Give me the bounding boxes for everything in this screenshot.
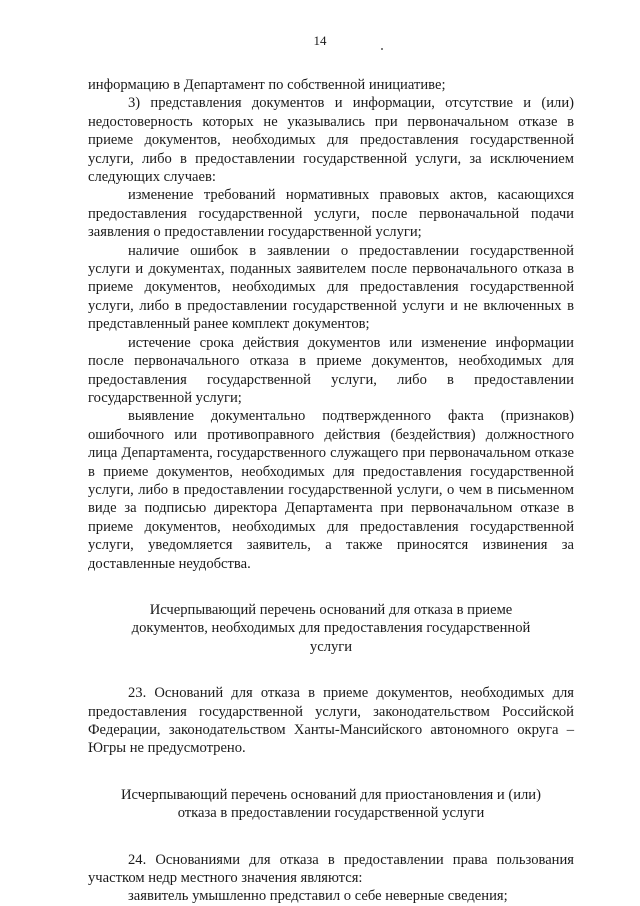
paragraph-item-3: 3) представления документов и информации, отсутствие и (или) недостоверность которых не указывались при первоначальном отказе в приеме документов, необходимых для предоставления государственной услуги, либо в предоставлении государственной услуги, за исключением следующих случаев:: [88, 95, 574, 186]
paragraph-23: 23. Оснований для отказа в приеме документов, необходимых для предоставления государственной услуги, законодательством Российской Федерации, законодательством Ханты-Мансийского автономного округа – Югры не предусмотрено.: [88, 685, 574, 757]
document-body: [88, 76, 574, 906]
paragraph-case-errors: наличие ошибок в заявлении о предоставлении государственной услуги и документах, поданных заявителем после первоначального отказа в приеме документов, необходимых для предоставления государственной услуги, либо в предоставлении государственной услуги и не включенных в представленный ранее комплект документов;: [88, 242, 574, 333]
paragraph-case-requirements-change: изменение требований нормативных правовых актов, касающихся предоставления государственной услуги, после первоначальной подачи заявления о предоставлении государственной услуги;: [88, 187, 574, 241]
paragraph-case-wrongful-action: выявление документально подтвержденного факта (признаков) ошибочного или противоправного действия (бездействия) должностного лица Департамента, государственного служащего при первоначальном отказе в приеме документов, необходимых для предоставления государственной услуги, либо в предоставлении государственной услуги, о чем в письменном виде за подписью директора Департамента при первоначальном отказе в приеме документов, необходимых для предоставления государственной услуги, уведомляется заявитель, а также приносятся извинения за доставленные неудобства.: [88, 408, 574, 572]
paragraph-case-expiry: истечение срока действия документов или изменение информации после первоначального отказа в приеме документов, необходимых для предоставления государственной услуги, либо в предоставлении государственной услуги;: [88, 334, 574, 406]
paragraph-continuation: информацию в Департамент по собственной инициативе;: [88, 77, 446, 93]
section-heading-refusal-of-documents: Исчерпывающий перечень оснований для отказа в приеме документов, необходимых для предоставления государственной услуги: [131, 601, 531, 655]
page-number: 14: [313, 33, 327, 48]
section-heading-suspension-refusal: Исчерпывающий перечень оснований для приостановления и (или) отказа в предоставлении государственной услуги: [121, 786, 541, 822]
paragraph-24-item-1: заявитель умышленно представил о себе неверные сведения;: [128, 888, 508, 905]
paragraph-24: 24. Основаниями для отказа в предоставлении права пользования участком недр местного значения являются:: [88, 851, 574, 887]
scan-artifact-dot: [381, 48, 383, 50]
